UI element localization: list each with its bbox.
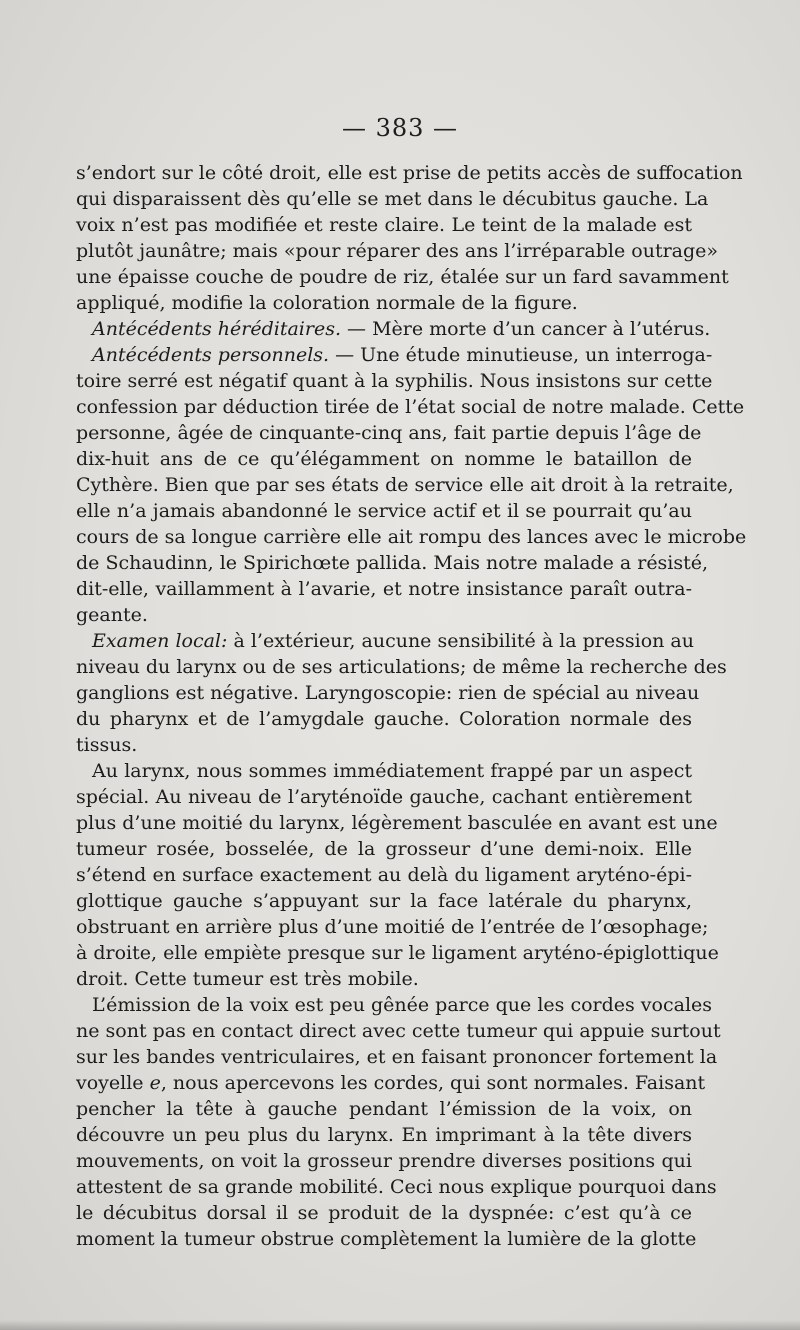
section-heading: Antécédents personnels.: [92, 344, 330, 366]
text-line: s’étend en surface exactement au delà du ligament aryténo-épi-: [76, 864, 692, 886]
text-line: à droite, elle empiète presque sur le ligament aryténo-épiglottique: [76, 942, 719, 964]
text-line: le décubitus dorsal il se produit de la dyspnée: c’est qu’à ce: [76, 1202, 692, 1224]
text-line: pencher la tête à gauche pendant l’émission de la voix, on: [76, 1098, 692, 1120]
section-heading: Examen local:: [92, 630, 228, 652]
text-line: cours de sa longue carrière elle ait rompu des lances avec le microbe: [76, 526, 747, 548]
text-line: ganglions est négative. Laryngoscopie: rien de spécial au niveau: [76, 682, 700, 704]
text-line: appliqué, modifie la coloration normale de la figure.: [76, 292, 578, 314]
text-line: tumeur rosée, bosselée, de la grosseur d’une demi-noix. Elle: [76, 838, 692, 860]
text-line: tissus.: [76, 734, 138, 756]
text-line: droit. Cette tumeur est très mobile.: [76, 968, 419, 990]
text-line: qui disparaissent dès qu’elle se met dans le décubitus gauche. La: [76, 188, 709, 210]
text-line: dix-huit ans de ce qu’élégamment on nomme le bataillon de: [76, 448, 692, 470]
text-line: Au larynx, nous sommes immédiatement frappé par un aspect: [92, 760, 692, 782]
text-line: plutôt jaunâtre; mais «pour réparer des ans l’irréparable outrage»: [76, 240, 719, 262]
text-line: voix n’est pas modifiée et reste claire. Le teint de la malade est: [76, 214, 692, 236]
text-line: elle n’a jamais abandonné le service actif et il se pourrait qu’au: [76, 500, 692, 522]
text-line: ne sont pas en contact direct avec cette tumeur qui appuie surtout: [76, 1020, 721, 1042]
text-line: geante.: [76, 604, 148, 626]
text-line: de Schaudinn, le Spirichœte pallida. Mais notre malade a résisté,: [76, 552, 709, 574]
text-line: mouvements, on voit la grosseur prendre diverses positions qui: [76, 1150, 692, 1172]
section-heading-line: Antécédents héréditaires. — Mère morte d’un cancer à l’utérus.: [92, 318, 711, 340]
text-line: personne, âgée de cinquante-cinq ans, fait partie depuis l’âge de: [76, 422, 702, 444]
section-heading-line: Examen local: à l’extérieur, aucune sensibilité à la pression au: [92, 630, 694, 652]
text-line: une épaisse couche de poudre de riz, étalée sur un fard savamment: [76, 266, 729, 288]
page-edge-shadow: [0, 1320, 800, 1330]
text-line: découvre un peu plus du larynx. En imprimant à la tête divers: [76, 1124, 692, 1146]
body-text: [76, 160, 747, 1252]
text-line: du pharynx et de l’amygdale gauche. Coloration normale des: [76, 708, 692, 730]
section-heading-line: Antécédents personnels. — Une étude minutieuse, un interroga-: [92, 344, 713, 366]
text-line: moment la tumeur obstrue complètement la lumière de la glotte: [76, 1228, 697, 1250]
text-line: attestent de sa grande mobilité. Ceci nous explique pourquoi dans: [76, 1176, 717, 1198]
text-line: spécial. Au niveau de l’aryténoïde gauche, cachant entièrement: [76, 786, 692, 808]
page-number: — 383 —: [341, 114, 459, 142]
section-heading: Antécédents héréditaires.: [92, 318, 341, 340]
text-line: s’endort sur le côté droit, elle est prise de petits accès de suffocation: [76, 162, 743, 184]
text-line: obstruant en arrière plus d’une moitié de l’entrée de l’œsophage;: [76, 916, 709, 938]
text-line: voyelle e, nous apercevons les cordes, qui sont normales. Faisant: [76, 1072, 706, 1094]
text-line: niveau du larynx ou de ses articulations; de même la recherche des: [76, 656, 727, 678]
text-line: toire serré est négatif quant à la syphilis. Nous insistons sur cette: [76, 370, 713, 392]
text-line: plus d’une moitié du larynx, légèrement basculée en avant est une: [76, 812, 718, 834]
text-line: dit-elle, vaillamment à l’avarie, et notre insistance paraît outra-: [76, 578, 692, 600]
text-line: glottique gauche s’appuyant sur la face latérale du pharynx,: [76, 890, 692, 912]
text-line: Cythère. Bien que par ses états de service elle ait droit à la retraite,: [76, 474, 734, 496]
text-line: L’émission de la voix est peu gênée parce que les cordes vocales: [92, 994, 713, 1016]
text-line: sur les bandes ventriculaires, et en faisant prononcer fortement la: [76, 1046, 718, 1068]
text-line: confession par déduction tirée de l’état social de notre malade. Cette: [76, 396, 745, 418]
